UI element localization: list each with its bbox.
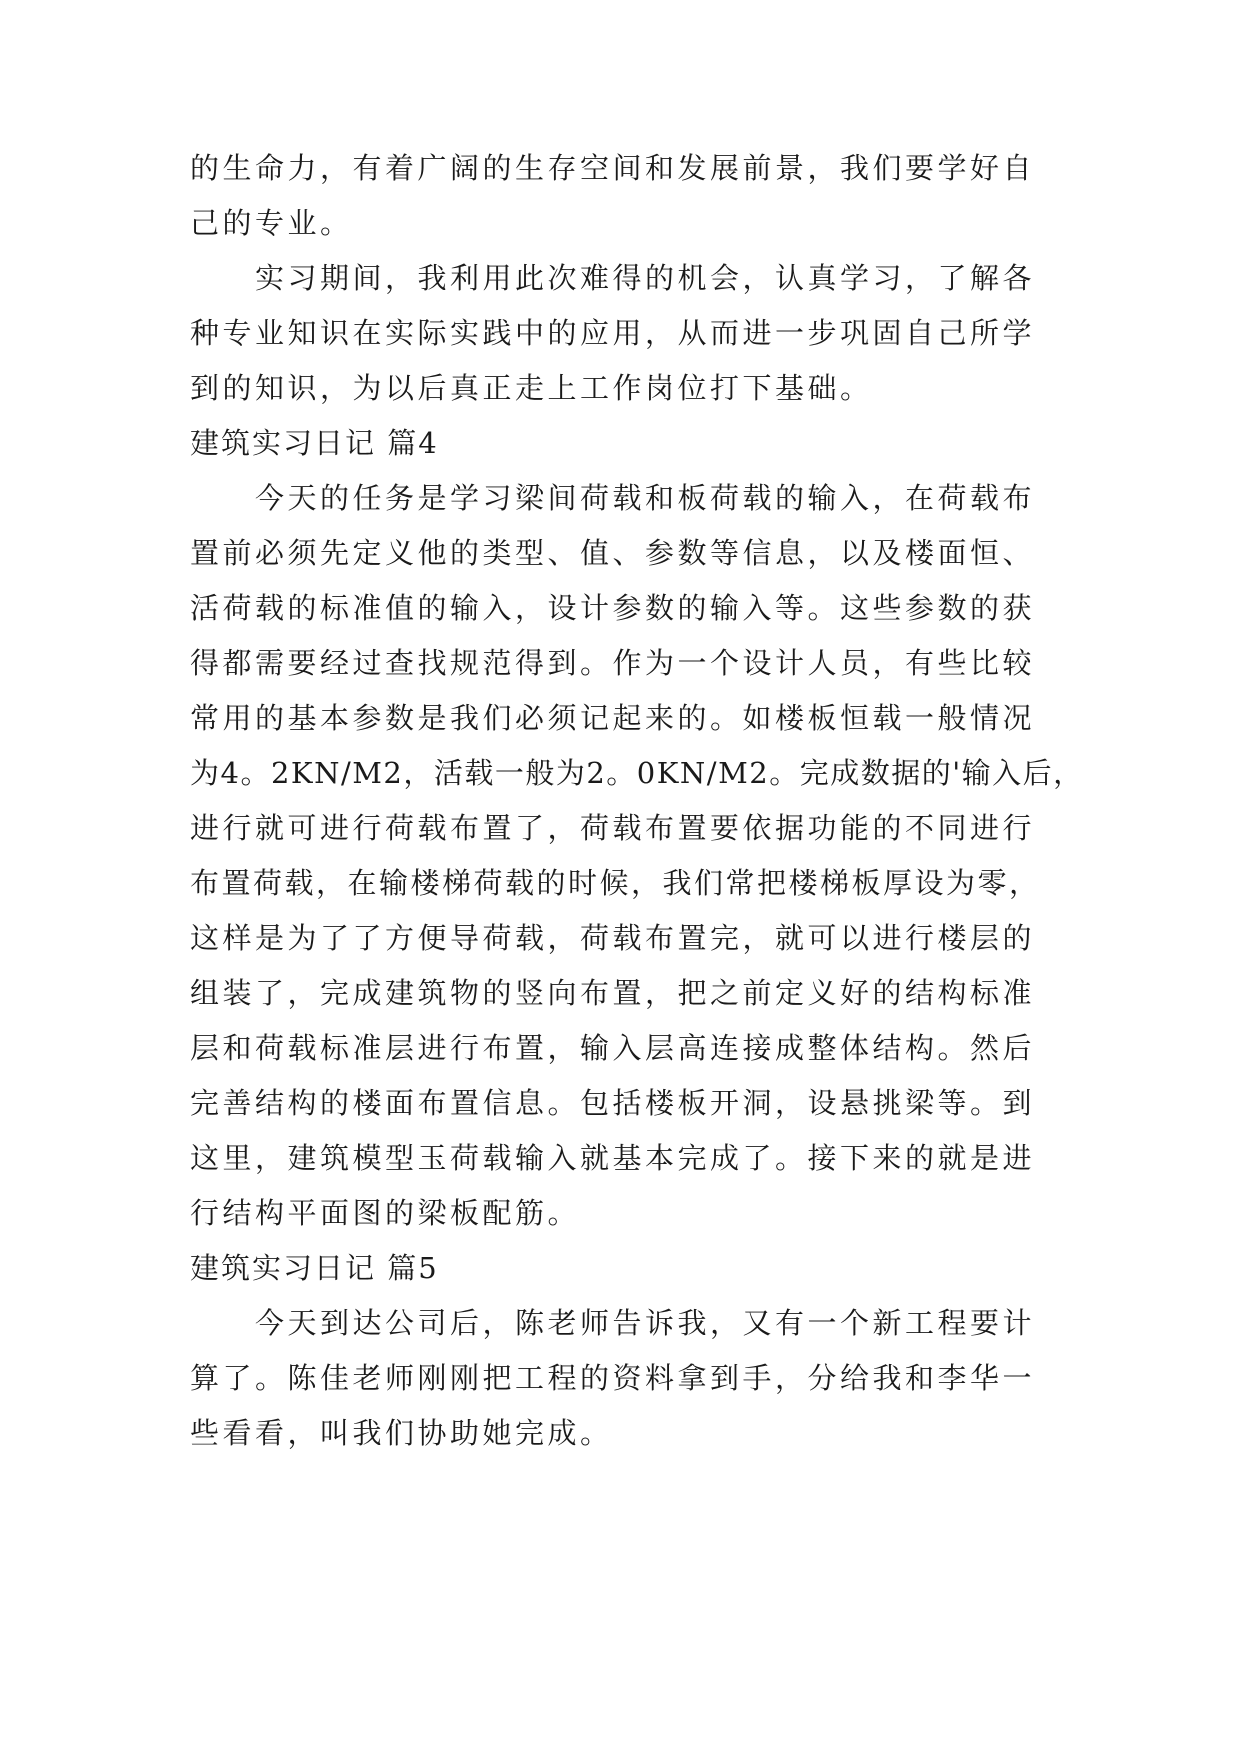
- paragraph-line: 今天的任务是学习梁间荷载和板荷载的输入，在荷载布: [190, 481, 1036, 515]
- paragraph-line: 为4。2KN/M2，活载一般为2。0KN/M2。完成数据的'输入后，: [190, 756, 1084, 790]
- paragraph-line: 完善结构的楼面布置信息。包括楼板开洞，设悬挑梁等。到: [190, 1086, 1036, 1120]
- section-heading: 建筑实习日记 篇5: [190, 1251, 439, 1285]
- paragraph-line: 置前必须先定义他的类型、值、参数等信息，以及楼面恒、: [190, 536, 1036, 570]
- paragraph-line: 种专业知识在实际实践中的应用，从而进一步巩固自己所学: [190, 316, 1036, 350]
- paragraph-line: 组装了，完成建筑物的竖向布置，把之前定义好的结构标准: [190, 976, 1036, 1010]
- paragraph-line: 今天到达公司后，陈老师告诉我，又有一个新工程要计: [190, 1306, 1036, 1340]
- paragraph-line: 到的知识，为以后真正走上工作岗位打下基础。: [190, 371, 873, 405]
- paragraph-line: 这样是为了了方便导荷载，荷载布置完，就可以进行楼层的: [190, 921, 1036, 955]
- paragraph-line: 行结构平面图的梁板配筋。: [190, 1196, 581, 1230]
- paragraph-line: 得都需要经过查找规范得到。作为一个设计人员，有些比较: [190, 646, 1036, 680]
- paragraph-line: 己的专业。: [190, 206, 353, 240]
- paragraph-line: 进行就可进行荷载布置了，荷载布置要依据功能的不同进行: [190, 811, 1036, 845]
- paragraph-line: 些看看，叫我们协助她完成。: [190, 1416, 613, 1450]
- paragraph-line: 层和荷载标准层进行布置，输入层高连接成整体结构。然后: [190, 1031, 1036, 1065]
- paragraph-line: 常用的基本参数是我们必须记起来的。如楼板恒载一般情况: [190, 701, 1036, 735]
- section-heading: 建筑实习日记 篇4: [190, 426, 439, 460]
- paragraph-line: 的生命力，有着广阔的生存空间和发展前景，我们要学好自: [190, 151, 1036, 185]
- paragraph-line: 布置荷载，在输楼梯荷载的时候，我们常把楼梯板厚设为零，: [190, 866, 1041, 900]
- paragraph-line: 算了。陈佳老师刚刚把工程的资料拿到手，分给我和李华一: [190, 1361, 1036, 1395]
- paragraph-line: 活荷载的标准值的输入，设计参数的输入等。这些参数的获: [190, 591, 1036, 625]
- paragraph-line: 这里，建筑模型玉荷载输入就基本完成了。接下来的就是进: [190, 1141, 1036, 1175]
- paragraph-line: 实习期间，我利用此次难得的机会，认真学习，了解各: [190, 261, 1036, 295]
